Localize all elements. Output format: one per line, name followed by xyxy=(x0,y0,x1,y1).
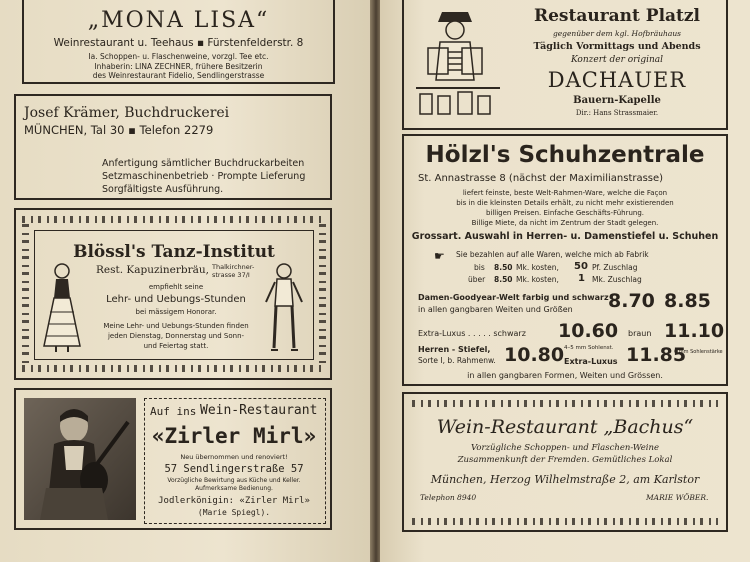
hoelzl-ueber: über xyxy=(468,275,486,284)
zirler-name: Wein-Restaurant xyxy=(200,403,318,418)
dancer-man-illustration xyxy=(262,262,306,354)
hoelzl-p2: bis in die kleinsten Details erhält, zu nicht mehr existierenden xyxy=(456,199,674,207)
bloessl-recommends: empfiehlt seine xyxy=(148,283,204,291)
hoelzl-assortment: Grossart. Auswahl in Herren- u. Damenstiefel u. Schuhen xyxy=(411,231,719,242)
bloessl-lessons: Lehr- und Uebungs-Stunden xyxy=(106,294,246,305)
bachus-ornament-top xyxy=(412,400,718,407)
ad-wein-restaurant-bachus xyxy=(402,392,728,532)
ad-kraemer xyxy=(14,94,332,200)
hoelzl-price-1110: 11.10 xyxy=(664,320,725,342)
hoelzl-braun: braun xyxy=(628,329,652,338)
bloessl-info3: und Feiertag statt. xyxy=(143,342,209,350)
kraemer-line1: Anfertigung sämtlicher Buchdruckarbeiten xyxy=(102,158,305,169)
hoelzl-price-1060: 10.60 xyxy=(558,320,619,342)
bachus-owner: MARIE WÖBER. xyxy=(646,493,709,502)
hoelzl-p4: Billige Miete, da nicht im Zentrum der Stadt gelegen. xyxy=(471,219,659,227)
mona-lisa-title: „MONA LISA“ xyxy=(87,8,270,33)
hoelzl-factory: Sie bezahlen auf alle Waren, welche mich ab Fabrik xyxy=(456,250,649,259)
bloessl-title: Blössl's Tanz-Institut xyxy=(73,242,275,262)
mona-lisa-line3: Inhaberin: LINA ZECHNER, frühere Besitzerin xyxy=(94,62,263,71)
hoelzl-mk-zuschlag: Mk. Zuschlag xyxy=(592,275,642,284)
bachus-phone: Telephon 8940 xyxy=(420,493,477,502)
ornament-top xyxy=(22,216,324,223)
zirler-renovated: Neu übernommen und renoviert! xyxy=(180,453,288,461)
singer-photo xyxy=(24,398,136,520)
platzl-director: Dir.: Hans Strassmaier. xyxy=(575,109,659,117)
hoelzl-all-widths: in allen gangbaren Weiten und Größen xyxy=(418,305,573,314)
bloessl-info2: jeden Dienstag, Donnerstag und Sonn- xyxy=(107,332,245,340)
bloessl-street2: strasse 37/I xyxy=(212,271,250,279)
hoelzl-hand-pointer: ☛ xyxy=(434,249,445,263)
mona-lisa-line4: des Weinrestaurant Fidelio, Sendlingerstrasse xyxy=(92,71,265,80)
hoelzl-sohlen: 4–5 mm Sohlenst. xyxy=(564,345,614,351)
ornament-bottom xyxy=(22,365,324,372)
bloessl-info1: Meine Lehr- und Uebungs-Stunden finden xyxy=(103,322,249,330)
platzl-line1: Täglich Vormittags und Abends xyxy=(533,41,701,52)
hoelzl-price-1185: 11.85 xyxy=(626,344,687,366)
bachus-address: München, Herzog Wilhelmstraße 2, am Karlstor xyxy=(430,473,700,486)
bachus-ornament-bottom xyxy=(412,518,718,525)
mona-lisa-line2: Ia. Schoppen- u. Flaschenweine, vorzgl. Tee etc. xyxy=(88,52,269,61)
hoelzl-p3: billigen Preisen. Einfache Geschäfts-Führung. xyxy=(485,209,645,217)
platzl-sub: gegenüber dem kgl. Hofbräuhaus xyxy=(552,29,682,38)
kraemer-name: Josef Krämer, Buchdruckerei xyxy=(24,105,230,121)
hoelzl-damen-goodyear: Damen-Goodyear-Welt farbig und schwarz xyxy=(418,293,609,302)
platzl-band: Bauern-Kapelle xyxy=(573,95,661,106)
zirler-note1: Vorzügliche Bewirtung aus Küche und Keller. xyxy=(167,477,301,484)
bachus-line1: Vorzügliche Schoppen- und Flaschen-Weine xyxy=(470,443,660,453)
platzl-title: Restaurant Platzl xyxy=(533,6,701,26)
right-page xyxy=(380,0,750,562)
bloessl-fee: bei mässigem Honorar. xyxy=(135,308,217,316)
zirler-queen: Jodlerkönigin: «Zirler Mirl» xyxy=(158,496,310,506)
kraemer-address: MÜNCHEN, Tal 30 ▪ Telefon 2279 xyxy=(24,123,214,137)
platzl-brand: DACHAUER xyxy=(547,68,687,92)
ad-restaurant-platzl xyxy=(402,0,728,130)
hoelzl-extra-luxus: Extra-Luxus . . . . . schwarz xyxy=(418,329,526,338)
bachus-title: Wein-Restaurant „Bachus“ xyxy=(436,416,694,438)
bloessl-street1: Thalkirchner- xyxy=(212,263,255,271)
dancer-woman-illustration xyxy=(40,262,84,354)
hoelzl-title: Hölzl's Schuhzentrale xyxy=(425,142,705,168)
hoelzl-sohlen2: 6 mm Sohlenstärke xyxy=(674,349,723,355)
hoelzl-price-1080: 10.80 xyxy=(504,344,565,366)
zirler-auf: Auf ins xyxy=(150,405,197,418)
ad-hoelzl-schuhzentrale xyxy=(402,134,728,386)
accordion-player-illustration xyxy=(412,4,504,122)
zirler-title: «Zirler Mirl» xyxy=(151,424,317,448)
hoelzl-bis: bis xyxy=(474,263,485,272)
ad-mona-lisa xyxy=(22,0,335,84)
hoelzl-footer: in allen gangbaren Formen, Weiten und Grössen. xyxy=(467,371,663,380)
ornament-right xyxy=(319,224,326,364)
kraemer-line3: Sorgfältigste Ausführung. xyxy=(102,184,224,195)
zirler-note2: Aufmerksame Bedienung. xyxy=(195,485,273,492)
bachus-line2: Zusammenkunft der Fremden. Gemütliches Lokal xyxy=(457,455,673,465)
left-page xyxy=(0,0,372,562)
hoelzl-price-a: 8.50 xyxy=(494,263,513,272)
platzl-line2: Konzert der original xyxy=(570,55,664,65)
hoelzl-surcharge-a: 50 xyxy=(574,261,588,272)
hoelzl-mk-a: Mk. kosten, xyxy=(516,263,559,272)
zirler-queen-name: (Marie Spiegl). xyxy=(197,508,271,517)
hoelzl-extra-luxus2: Extra-Luxus xyxy=(564,357,618,366)
hoelzl-herren: Herren - Stiefel, xyxy=(418,345,491,354)
hoelzl-p1: liefert feinste, beste Welt-Rahmen-Ware, welche die Façon xyxy=(462,189,668,197)
bloessl-place: Rest. Kapuzinerbräu, xyxy=(96,264,209,276)
hoelzl-price-885: 8.85 xyxy=(664,290,711,312)
kraemer-line2: Setzmaschinenbetrieb · Prompte Lieferung xyxy=(102,171,306,182)
hoelzl-address: St. Annastrasse 8 (nächst der Maximilianstrasse) xyxy=(418,173,664,184)
hoelzl-price-b: 8.50 xyxy=(494,275,513,284)
hoelzl-pf: Pf. Zuschlag xyxy=(592,263,638,272)
zirler-address: 57 Sendlingerstraße 57 xyxy=(164,463,304,475)
ad-bloessl xyxy=(14,208,332,380)
mona-lisa-line1: Weinrestaurant u. Teehaus ▪ Fürstenfelderstr. 8 xyxy=(53,37,304,49)
hoelzl-mk-b: Mk. kosten, xyxy=(516,275,559,284)
hoelzl-price-870: 8.70 xyxy=(608,290,655,312)
ad-zirler-mirl xyxy=(14,388,332,530)
hoelzl-surcharge-b: 1 xyxy=(578,273,585,284)
hoelzl-sorte: Sorte I, b. Rahmenw. xyxy=(418,356,496,365)
ornament-left xyxy=(22,224,29,364)
